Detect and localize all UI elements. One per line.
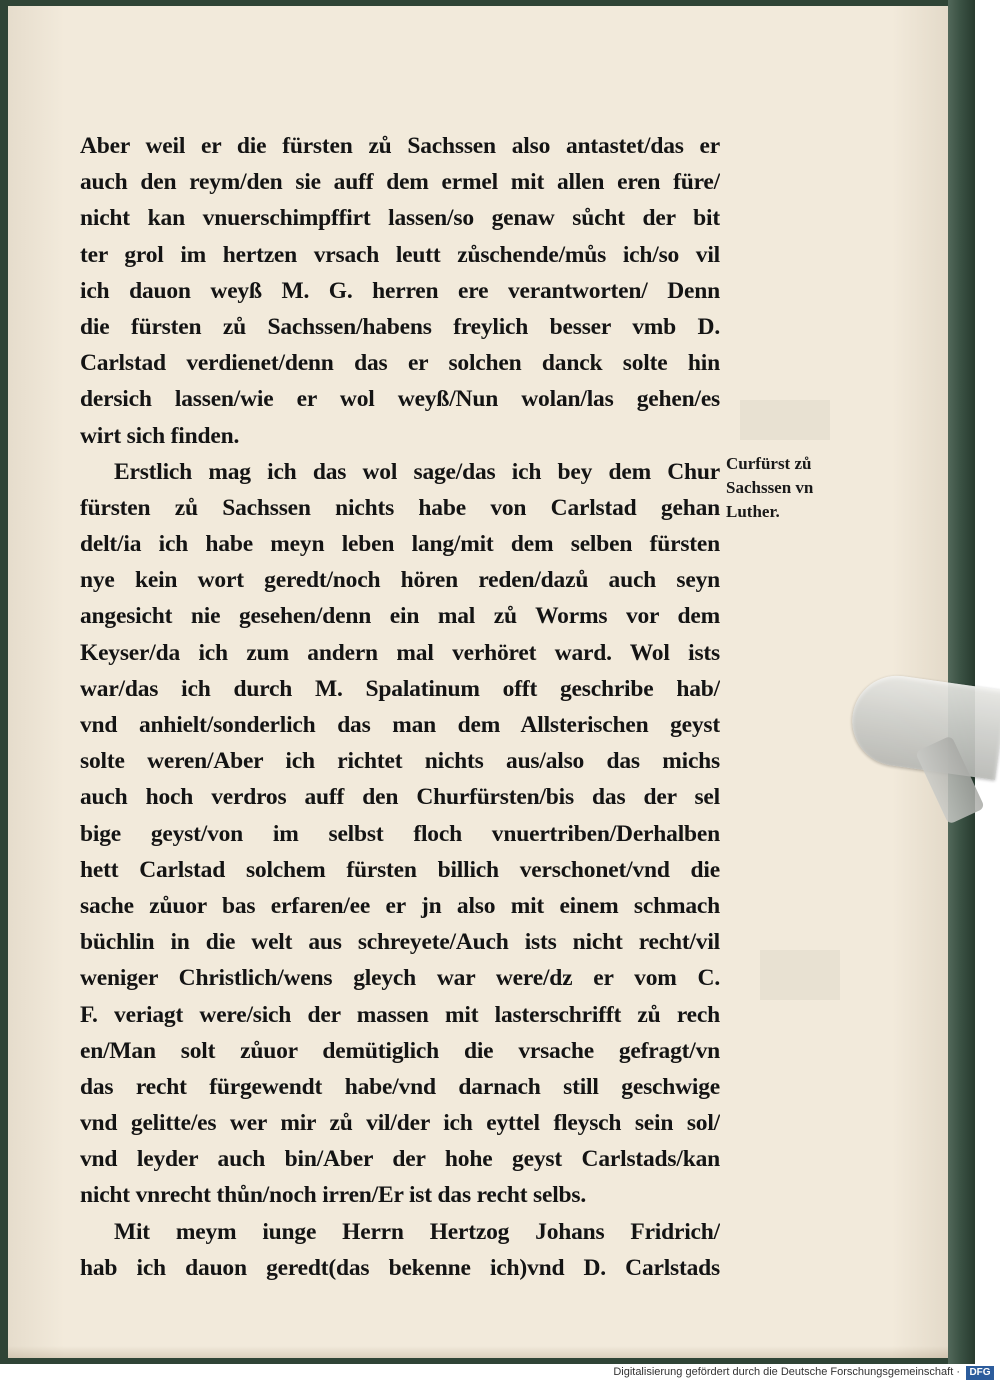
marginal-note-line: Sachssen vn [726,478,814,497]
text-line: fürsten zů Sachssen nichts habe von Carlstad gehan [80,494,720,521]
text-line: dersich lassen/wie er wol weyß/Nun wolan/las gehen/es [80,386,720,413]
text-line: wirt sich finden. [80,422,240,449]
text-line: vnd leyder auch bin/Aber der hohe geyst Carlstads/kan [80,1146,720,1173]
text-line: sache zůuor bas erfaren/ee er jn also mit einem schmach [80,892,720,919]
text-line: das recht fürgewendt habe/vnd darnach still geschwige [80,1073,720,1100]
text-line: F. veriagt were/sich der massen mit lasterschrifft zů rech [80,1001,720,1028]
text-line: delt/ia ich habe meyn leben lang/mit dem selben fürsten [80,531,720,558]
text-line: die fürsten zů Sachssen/habens freylich besser vmb D. [80,313,720,340]
main-text-block [80,128,720,1286]
page-bottom-shadow [8,1346,948,1358]
text-line: auch den reym/den sie auff dem ermel mit allen eren füre/ [80,169,720,196]
paragraph-start-line: Mit meym iunge Herrn Hertzog Johans Fridrich/ [114,1218,720,1245]
text-line: en/Man solt zůuor demütiglich die vrsache gefragt/vn [80,1037,720,1064]
marginal-note-line: Luther. [726,502,780,521]
show-through-mark [740,400,830,440]
funding-credit: Digitalisierung gefördert durch die Deutsche Forschungsgemeinschaft · [613,1366,960,1378]
text-line: Aber weil er die fürsten zů Sachssen also antastet/das er [80,133,720,159]
text-line: hett Carlstad solchem fürsten billich verschonet/vnd die [80,856,720,883]
marginal-note-line: Curfürst zů [726,454,812,473]
text-line: weniger Christlich/wens gleych war were/dz er vom C. [80,965,720,992]
text-line: war/das ich durch M. Spalatinum offt geschribe hab/ [80,675,720,702]
text-line: auch hoch verdros auff den Churfürsten/bis das der sel [80,784,720,811]
text-line: vnd gelitte/es wer mir zů vil/der ich eyttel fleysch sein sol/ [80,1110,720,1137]
show-through-mark [760,950,840,1000]
marginal-note [726,452,856,524]
text-line: Carlstad verdienet/denn das er solchen danck solte hin [80,350,720,377]
text-line: solte weren/Aber ich richtet nichts aus/also das michs [80,748,720,775]
text-line: vnd anhielt/sonderlich das man dem Allsterischen geyst [80,712,720,738]
text-line: nicht vnrecht thůn/noch irren/Er ist das recht selbs. [80,1182,587,1209]
text-line: ter grol im hertzen vrsach leutt zůschende/můs ich/so vil [80,241,720,268]
text-line: nicht kan vnuerschimpffirt lassen/so genaw sůcht der bit [80,205,720,232]
book-cover-edge [948,0,975,1364]
dfg-logo: DFG [966,1366,994,1380]
text-line: ich dauon weyß M. G. herren ere verantworten/ Denn [80,277,720,304]
text-line: hab ich dauon geredt(das bekenne ich)vnd D. Carlstads [80,1254,720,1281]
text-line: bige geyst/von im selbst floch vnuertriben/Derhalben [80,820,720,847]
text-line: nye kein wort geredt/noch hören reden/dazů auch seyn [80,567,720,594]
paragraph-start-line: Erstlich mag ich das wol sage/das ich bey dem Chur [114,458,720,485]
text-line: angesicht nie gesehen/denn ein mal zů Worms vor dem [80,603,720,630]
text-line: Keyser/da ich zum andern mal verhöret ward. Wol ists [80,639,720,666]
text-line: büchlin in die welt aus schreyete/Auch ists nicht recht/vil [80,929,720,956]
